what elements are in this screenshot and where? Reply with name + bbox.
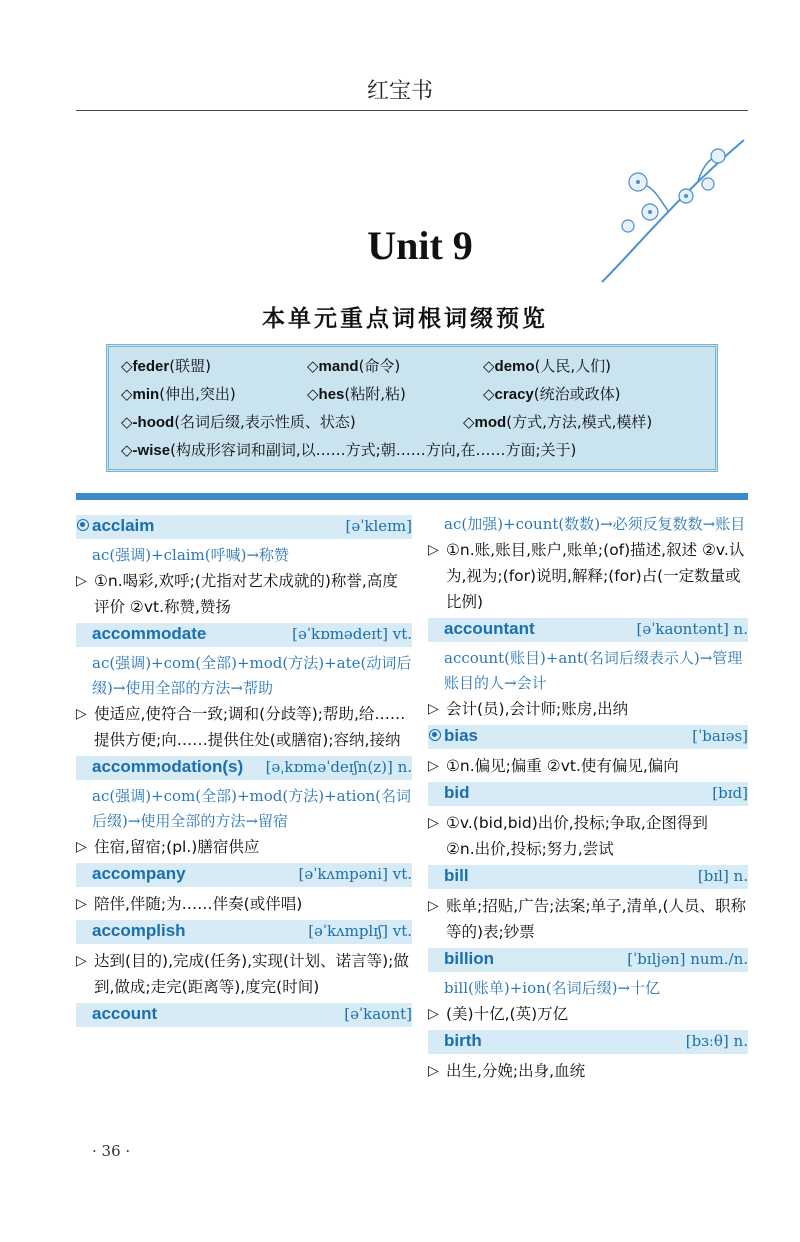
preview-row [121, 439, 709, 465]
root-affix-preview-box [106, 344, 718, 472]
definition: ▷ ①n.偏见;偏重 ②vt.使有偏见,偏向 [428, 753, 748, 779]
definition: ▷ 住宿,留宿;(pl.)膳宿供应 [76, 834, 412, 860]
phonetic: [əˈkʌmplɪʃ] vt. [308, 922, 412, 940]
triangle-right-icon: ▷ [76, 573, 87, 589]
etymology: ac(强调)+com(全部)+mod(方法)+ation(名词后缀)→使用全部的方法→留宿 [92, 787, 411, 830]
preview-item: ◇demo(人民,人们) [483, 357, 612, 375]
definition: ▷ 达到(目的),完成(任务),实现(计划、诺言等);做到,做成;走完(距离等),度完(时间) [76, 948, 412, 1000]
phonetic: [əˈkʌmpəni] vt. [298, 865, 412, 883]
headword-bar [428, 948, 748, 972]
definition: ▷ (美)十亿,(英)万亿 [428, 1001, 748, 1027]
definition: ▷ ①n.喝彩,欢呼;(尤指对艺术成就的)称誉,高度评价 ②vt.称赞,赞扬 [76, 568, 412, 620]
headword-bar [428, 1030, 748, 1054]
preview-item: ◇mod(方式,方法,模式,模样) [463, 413, 653, 431]
headword-bar [76, 920, 412, 944]
headword: accountant [444, 619, 535, 638]
headword: accompany [92, 864, 186, 883]
headword-bar [76, 1003, 412, 1027]
page-number: · 36 · [92, 1142, 131, 1160]
headword-bar [76, 863, 412, 887]
headword-bar [76, 515, 412, 539]
headword: billion [444, 949, 495, 968]
triangle-right-icon: ▷ [428, 898, 439, 914]
headword-bar [428, 865, 748, 889]
headword: accomplish [92, 921, 186, 940]
target-circle-icon [429, 729, 441, 741]
section-rule-band [76, 493, 748, 500]
definition: ▷ 出生,分娩;出身,血统 [428, 1058, 748, 1084]
preview-row [121, 411, 709, 437]
phonetic: [ˈbaɪəs] [692, 727, 748, 745]
entry-column-left [76, 512, 412, 1031]
triangle-right-icon: ▷ [76, 953, 87, 969]
book-header-title: 红宝书 [366, 79, 433, 104]
definition: ▷ 会计(员),会计师;账房,出纳 [428, 696, 748, 722]
triangle-right-icon: ▷ [76, 839, 87, 855]
headword-bar [428, 725, 748, 749]
headword: bias [444, 726, 479, 745]
etymology: ac(强调)+claim(呼喊)→称赞 [92, 546, 290, 564]
phonetic: [ˈbɪljən] num./n. [627, 950, 748, 968]
definition: ▷ 陪伴,伴随;为……伴奏(或伴唱) [76, 891, 412, 917]
phonetic: [bɪl] n. [697, 867, 748, 885]
headword: bid [444, 783, 470, 802]
etymology: bill(账单)+ion(名词后缀)→十亿 [444, 979, 661, 997]
header-rule [76, 110, 748, 111]
headword-bar [76, 756, 412, 780]
preview-item: ◇hes(粘附,粘) [307, 385, 406, 403]
entry-column-right [428, 512, 748, 1084]
headword: account [92, 1004, 158, 1023]
definition: ▷ ①n.账,账目,账户,账单;(of)描述,叙述 ②v.认为,视为;(for)说明,解释;(for)占(一定数量或比例) [428, 537, 748, 615]
headword-bar [428, 782, 748, 806]
preview-item: ◇cracy(统治或政体) [483, 385, 621, 403]
definition: ②n.出价,投标;努力,尝试 [446, 840, 614, 858]
preview-item: ◇min(伸出,突出) [121, 385, 236, 403]
headword: accommodation(s) [92, 757, 244, 776]
triangle-right-icon: ▷ [428, 758, 439, 774]
headword: birth [444, 1031, 482, 1050]
target-circle-icon [77, 519, 89, 531]
triangle-right-icon: ▷ [428, 1006, 439, 1022]
headword: bill [444, 866, 469, 885]
phonetic: [əˌkɒməˈdeɪʃn(z)] n. [265, 758, 412, 776]
headword-bar [428, 618, 748, 642]
preview-row [121, 383, 709, 409]
phonetic: [əˈkaʊntənt] n. [636, 620, 748, 638]
preview-row [121, 355, 709, 381]
phonetic: [bɜːθ] n. [685, 1032, 748, 1050]
etymology: ac(强调)+com(全部)+mod(方法)+ate(动词后缀)→使用全部的方法→帮助 [92, 654, 412, 697]
preview-item: ◇-wise(构成形容词和副词,以……方式;朝……方向,在……方面;关于) [121, 441, 577, 459]
etymology: account(账目)+ant(名词后缀表示人)→管理账目的人→会计 [444, 649, 743, 692]
unit-title: Unit 9 [367, 223, 473, 268]
phonetic: [əˈkaʊnt] [344, 1005, 412, 1023]
triangle-right-icon: ▷ [428, 815, 439, 831]
phonetic: [əˈkɒmədeɪt] vt. [292, 625, 412, 643]
triangle-right-icon: ▷ [76, 706, 87, 722]
triangle-right-icon: ▷ [428, 701, 439, 717]
triangle-right-icon: ▷ [428, 1063, 439, 1079]
definition: ▷ 使适应,使符合一致;调和(分歧等);帮助,给……提供方便;向……提供住处(或膳宿);容纳,接纳 [76, 701, 412, 753]
headword: acclaim [92, 516, 155, 535]
phonetic: [əˈkleɪm] [345, 517, 412, 535]
preview-item: ◇feder(联盟) [121, 357, 211, 375]
preview-item: ◇-hood(名词后缀,表示性质、状态) [121, 413, 356, 431]
headword-bar [76, 623, 412, 647]
definition: ▷ 账单;招贴,广告;法案;单子,清单,(人员、职称等的)表;钞票 [428, 893, 748, 945]
preview-item: ◇mand(命令) [307, 357, 401, 375]
headword: accommodate [92, 624, 207, 643]
etymology: ac(加强)+count(数数)→必须反复数数→账目 [444, 515, 746, 533]
phonetic: [bɪd] [712, 784, 748, 802]
preview-heading: 本单元重点词根词缀预览 [262, 306, 548, 332]
triangle-right-icon: ▷ [76, 896, 87, 912]
definition: ▷ ①v.(bid,bid)出价,投标;争取,企图得到 [428, 810, 748, 836]
triangle-right-icon: ▷ [428, 542, 439, 558]
